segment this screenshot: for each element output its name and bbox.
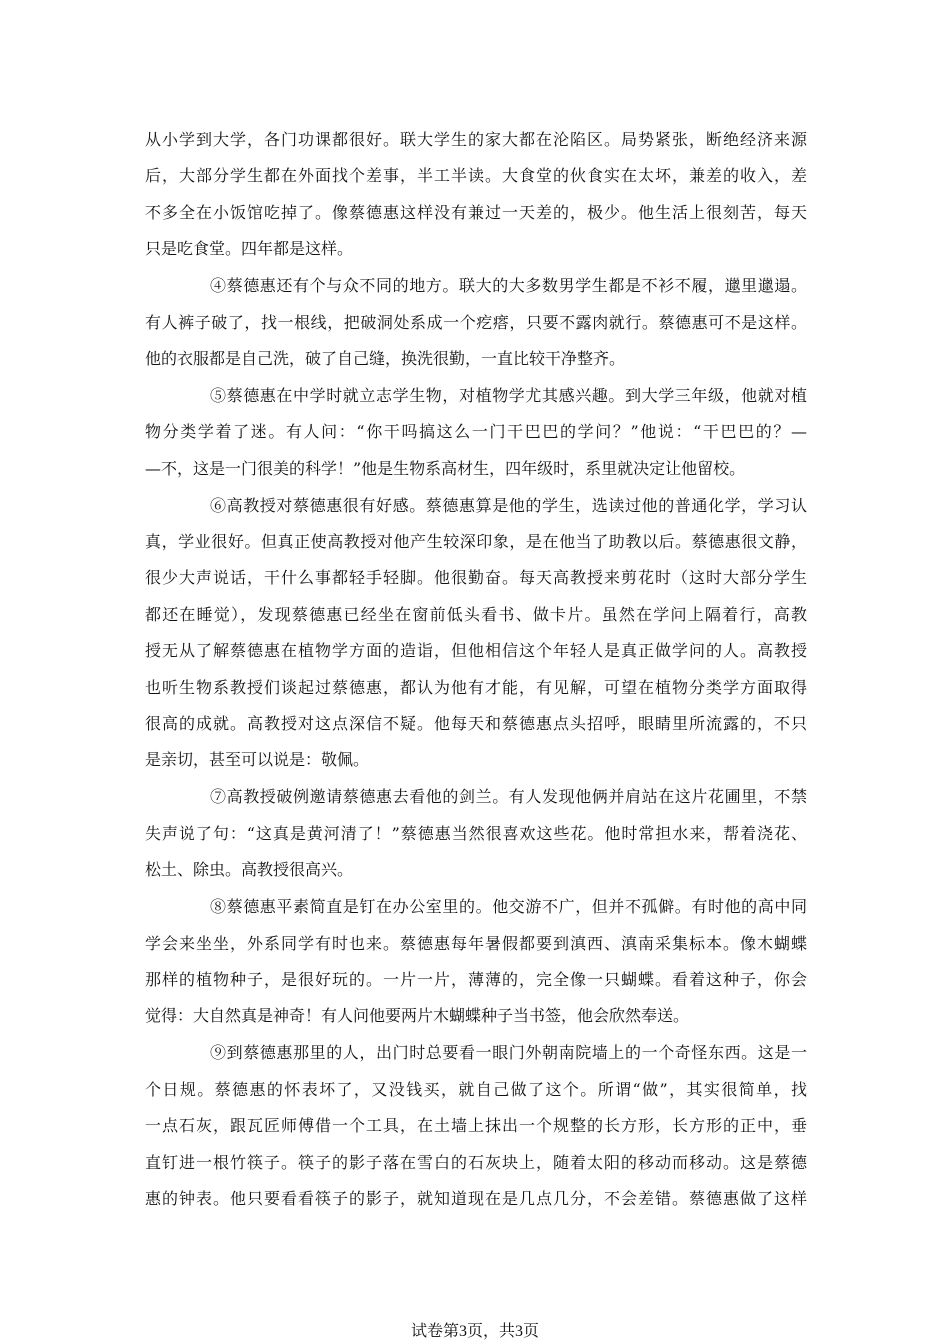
text-line: ⑥高教授对蔡德惠很有好感。蔡德惠算是他的学生，选读过他的普通化学，学习认: [210, 495, 807, 515]
text-line: 有人裤子破了，找一根线，把破洞处系成一个疙瘩，只要不露肉就行。蔡德惠可不是这样。: [145, 312, 807, 332]
text-line: ⑨到蔡德惠那里的人，出门时总要看一眼门外朝南院墙上的一个奇怪东西。这是一: [210, 1043, 807, 1063]
text-line: 个日规。蔡德惠的怀表坏了，又没钱买，就自己做了这个。所谓“做”，其实很简单，找: [145, 1079, 807, 1099]
text-line: 后，大部分学生都在外面找个差事，半工半读。大食堂的伙食实在太坏，兼差的收入，差: [145, 166, 807, 186]
text-line: ④蔡德惠还有个与众不同的地方。联大的大多数男学生都是不衫不履，邋里邋遢。: [210, 276, 807, 296]
text-line: 从小学到大学，各门功课都很好。联大学生的家大都在沦陷区。局势紧张，断绝经济来源: [145, 130, 807, 149]
text-line: 惠的钟表。他只要看看筷子的影子，就知道现在是几点几分，不会差错。蔡德惠做了这样: [145, 1188, 807, 1208]
paragraph: [145, 488, 807, 779]
text-line: 也听生物系教授们谈起过蔡德惠，都认为他有才能，有见解，可望在植物分类学方面取得: [145, 677, 807, 697]
text-line: ⑦高教授破例邀请蔡德惠去看他的剑兰。有人发现他俩并肩站在这片花圃里，不禁: [210, 787, 807, 807]
page-footer: 试卷第3页，共3页: [410, 1323, 539, 1340]
paragraph: [145, 779, 807, 888]
text-line: 很少大声说话，干什么事都轻手轻脚。他很勤奋。每天高教授来剪花时（这时大部分学生: [145, 568, 807, 588]
text-line: 授无从了解蔡德惠在植物学方面的造诣，但他相信这个年轻人是真正做学问的人。高教授: [145, 641, 807, 661]
text-line: 只是吃食堂。四年都是这样。: [145, 239, 354, 259]
text-line: 他的衣服都是自己洗，破了自己缝，换洗很勤，一直比较干净整齐。: [145, 348, 626, 368]
document-body: [145, 122, 807, 1217]
text-line: 都还在睡觉），发现蔡德惠已经坐在窗前低头看书、做卡片。虽然在学问上隔着行，高教: [145, 604, 807, 624]
text-line: 不多全在小饭馆吃掉了。像蔡德惠这样没有兼过一天差的，极少。他生活上很刻苦，每天: [145, 202, 807, 222]
text-line: ⑤蔡德惠在中学时就立志学生物，对植物学尤其感兴趣。到大学三年级，他就对植: [210, 385, 807, 405]
text-line: 那样的植物种子，是很好玩的。一片一片，薄薄的，完全像一只蝴蝶。看着这种子，你会: [145, 969, 807, 989]
text-line: —不，这是一门很美的科学！”他是生物系高材生，四年级时，系里就决定让他留校。: [145, 458, 746, 478]
text-line: 学会来坐坐，外系同学有时也来。蔡德惠每年暑假都要到滇西、滇南采集标本。像木蝴蝶: [145, 933, 807, 953]
text-line: 真，学业很好。但真正使高教授对他产生较深印象，是在他当了助教以后。蔡德惠很文静，: [145, 532, 807, 552]
text-line: 失声说了句：“这真是黄河清了！”蔡德惠当然很喜欢这些花。他时常担水来，帮着浇花、: [145, 823, 807, 843]
text-line: 松土、除虫。高教授很高兴。: [145, 860, 354, 880]
paragraph: [145, 889, 807, 1035]
paragraph: [145, 268, 807, 377]
text-line: 物分类学着了迷。有人问：“你干吗搞这么一门干巴巴的学问？”他说：“干巴巴的？—: [145, 422, 807, 442]
text-line: 觉得：大自然真是神奇！有人问他要两片木蝴蝶种子当书签，他会欣然奉送。: [145, 1006, 690, 1026]
text-line: 是亲切，甚至可以说是：敬佩。: [145, 750, 370, 770]
paragraph: [145, 122, 807, 268]
text-line: 一点石灰，跟瓦匠师傅借一个工具，在土墙上抹出一个规整的长方形，长方形的正中，垂: [145, 1116, 807, 1136]
text-line: 很高的成就。高教授对这点深信不疑。他每天和蔡德惠点头招呼，眼睛里所流露的，不只: [145, 714, 807, 734]
paragraph: [145, 1035, 807, 1217]
text-line: 直钉进一根竹筷子。筷子的影子落在雪白的石灰块上，随着太阳的移动而移动。这是蔡德: [145, 1152, 807, 1172]
text-line: ⑧蔡德惠平素简直是钉在办公室里的。他交游不广，但并不孤僻。有时他的高中同: [210, 897, 807, 917]
paragraph: [145, 378, 807, 487]
